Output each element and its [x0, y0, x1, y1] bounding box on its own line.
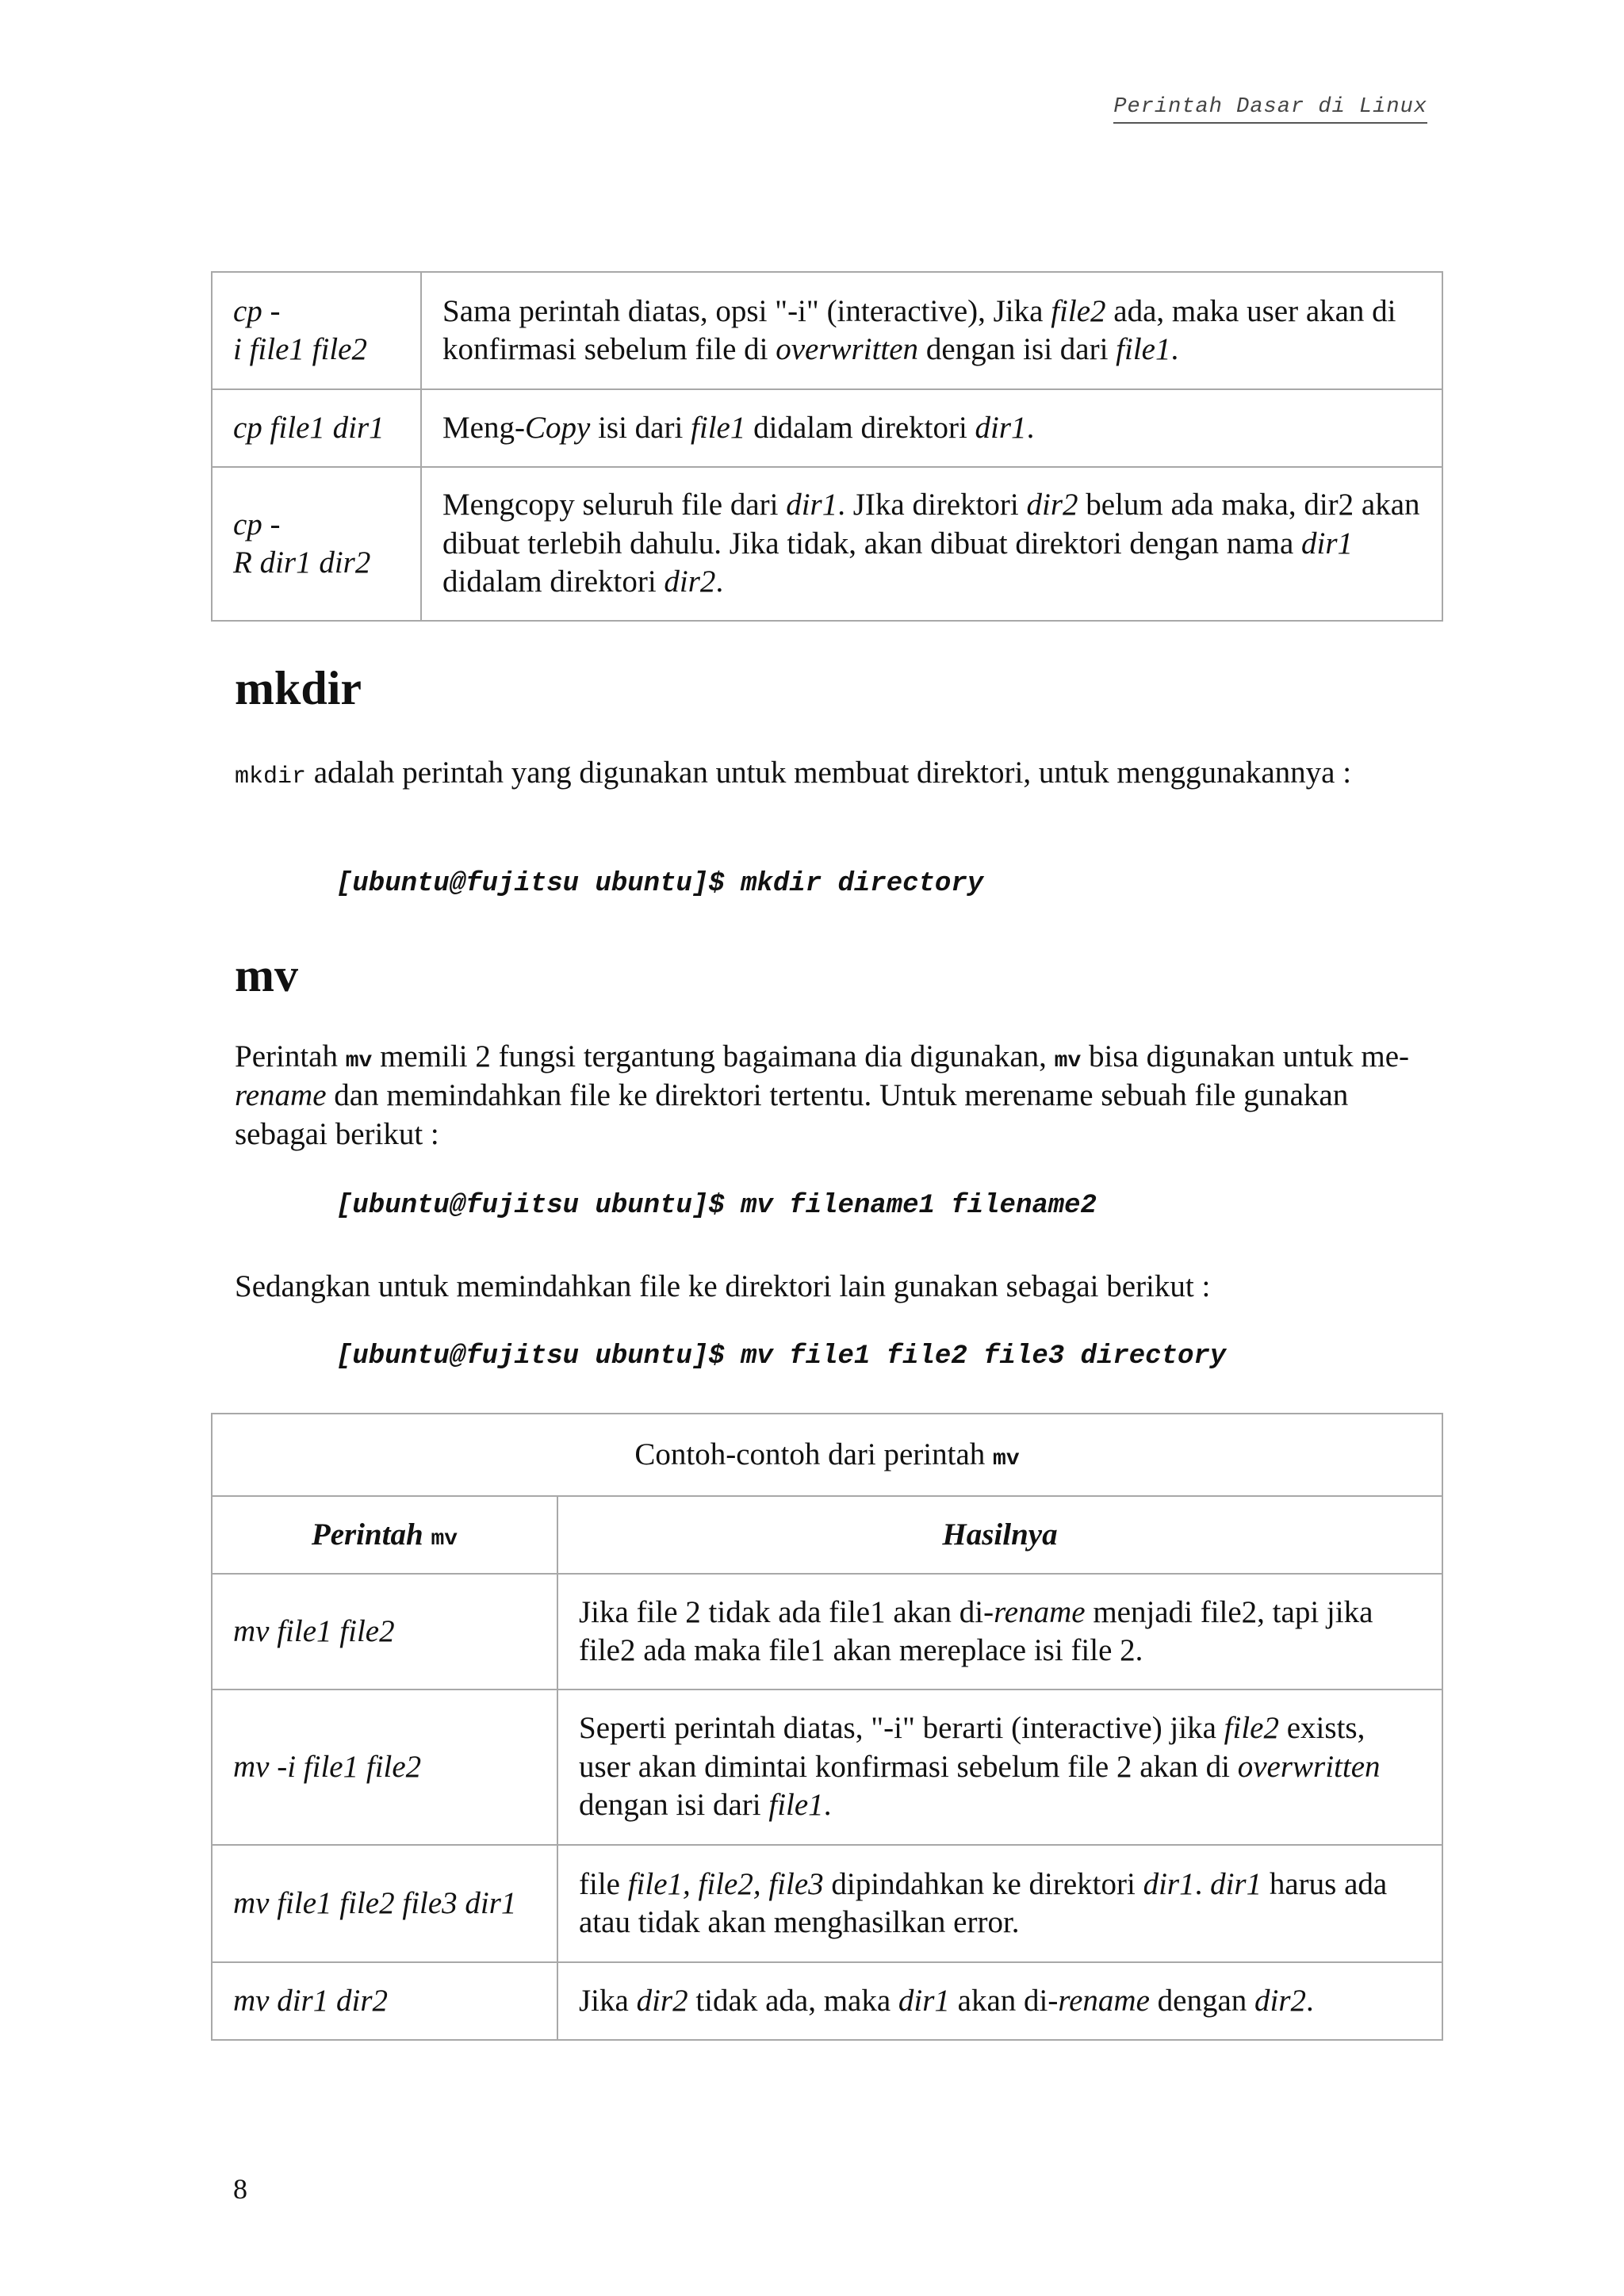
mv-examples-table	[211, 1413, 1443, 2041]
command-cell: mv file1 file2 file3 dir1	[212, 1845, 557, 1962]
mkdir-command-example: [ubuntu@fujitsu ubuntu]$ mkdir directory	[336, 869, 984, 899]
mv-intro: Perintah mv memili 2 fungsi tergantung bagaimana dia digunakan, mv bisa digunakan untuk me-rename dan memindahkan file ke direktori tertentu. Untuk merename sebuah file gunakan sebagai berikut :	[235, 1039, 1410, 1152]
cp-options-table	[211, 271, 1443, 622]
table-caption: Contoh-contoh dari perintah mv	[212, 1414, 1442, 1496]
mkdir-intro: mkdir adalah perintah yang digunakan untuk membuat direktori, untuk menggunakannya :	[235, 756, 1352, 790]
page-number: 8	[233, 2173, 247, 2205]
description-cell: Seperti perintah diatas, "-i" berarti (interactive) jika file2 exists, user akan dimintai konfirmasi sebelum file 2 akan di overwritten dengan isi dari file1.	[557, 1689, 1442, 1845]
running-header: Perintah Dasar di Linux	[1113, 95, 1427, 124]
table-caption-row	[212, 1414, 1442, 1496]
command-cell: cp - R dir1 dir2	[212, 467, 421, 621]
command-cell: mv -i file1 file2	[212, 1689, 557, 1845]
description-cell: Sama perintah diatas, opsi "-i" (interactive), Jika file2 ada, maka user akan di konfirmasi sebelum file di overwritten dengan isi dari file1.	[421, 272, 1442, 389]
table-row	[212, 272, 1442, 389]
command-cell: mv dir1 dir2	[212, 1962, 557, 2040]
column-header-command: Perintah mv	[212, 1496, 557, 1574]
command-cell: cp - i file1 file2	[212, 272, 421, 389]
command-cell: cp file1 dir1	[212, 389, 421, 467]
table-row	[212, 389, 1442, 467]
mv-move-command-example: [ubuntu@fujitsu ubuntu]$ mv file1 file2 file3 directory	[336, 1341, 1227, 1372]
description-cell: file file1, file2, file3 dipindahkan ke direktori dir1. dir1 harus ada atau tidak akan menghasilkan error.	[557, 1845, 1442, 1962]
description-cell: Meng-Copy isi dari file1 didalam direktori dir1.	[421, 389, 1442, 467]
mv-heading: mv	[235, 949, 298, 1001]
table-row	[212, 1845, 1442, 1962]
table-row	[212, 1689, 1442, 1845]
mv-rename-command-example: [ubuntu@fujitsu ubuntu]$ mv filename1 filename2	[336, 1191, 1097, 1221]
description-cell: Jika file 2 tidak ada file1 akan di-rename menjadi file2, tapi jika file2 ada maka file1 akan mereplace isi file 2.	[557, 1574, 1442, 1689]
mv-move-intro: Sedangkan untuk memindahkan file ke direktori lain gunakan sebagai berikut :	[235, 1269, 1211, 1303]
table-row	[212, 1962, 1442, 2040]
column-header-result: Hasilnya	[557, 1496, 1442, 1574]
table-row	[212, 467, 1442, 621]
mkdir-heading: mkdir	[235, 662, 362, 714]
table-row	[212, 1574, 1442, 1689]
description-cell: Jika dir2 tidak ada, maka dir1 akan di-rename dengan dir2.	[557, 1962, 1442, 2040]
command-cell: mv file1 file2	[212, 1574, 557, 1689]
table-header-row	[212, 1496, 1442, 1574]
description-cell: Mengcopy seluruh file dari dir1. JIka direktori dir2 belum ada maka, dir2 akan dibuat terlebih dahulu. Jika tidak, akan dibuat direktori dengan nama dir1 didalam direktori dir2.	[421, 467, 1442, 621]
